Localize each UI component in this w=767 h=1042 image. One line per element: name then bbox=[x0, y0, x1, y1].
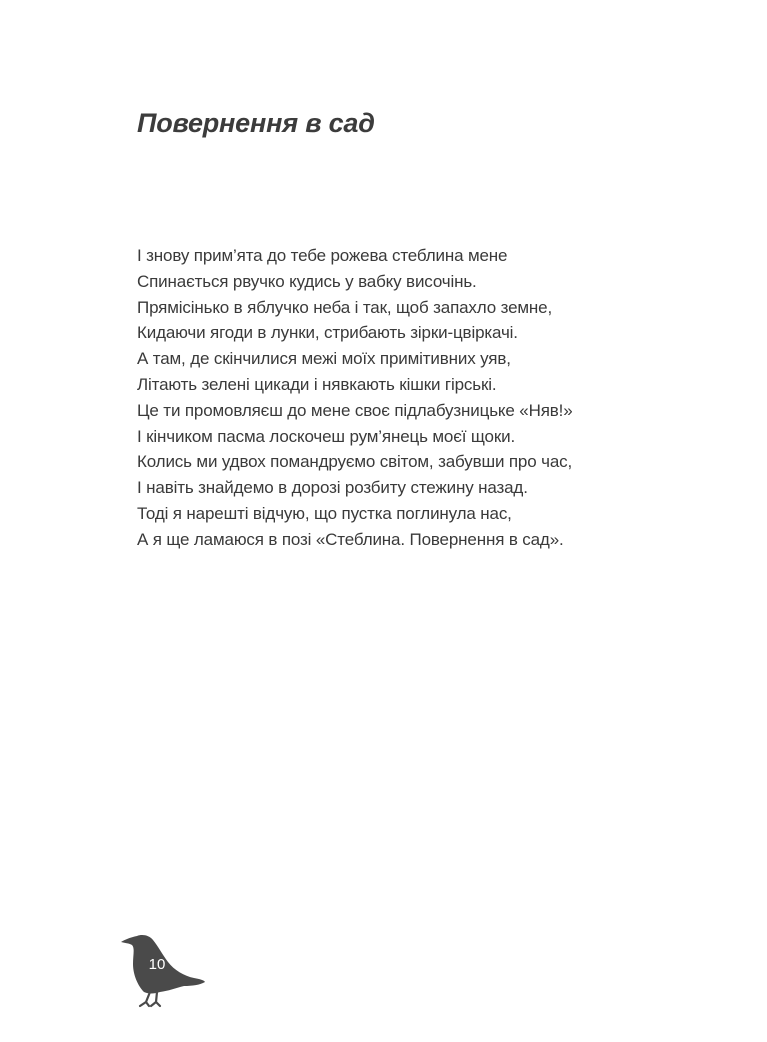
poem-line: А я ще ламаюся в позі «Стеблина. Повернення в сад». bbox=[137, 529, 564, 549]
poem-line: А там, де скінчилися межі моїх примітивних уяв, bbox=[137, 349, 511, 369]
poem-line: Літають зелені цикади і нявкають кішки гірські. bbox=[137, 374, 497, 394]
page-footer bbox=[118, 930, 208, 1010]
poem-line: Тоді я нарешті відчую, що пустка поглинула нас, bbox=[137, 503, 512, 523]
poem-body bbox=[137, 243, 737, 553]
poem-line: Прямісінько в яблучко неба і так, щоб запахло земне, bbox=[137, 297, 553, 317]
poem-line: Це ти промовляєш до мене своє підлабузницьке «Няв!» bbox=[137, 400, 573, 420]
poem-title: Повернення в сад bbox=[137, 108, 375, 138]
poem-line: Кидаючи ягоди в лунки, стрибають зірки-цвіркачі. bbox=[137, 323, 518, 343]
poem-line: Колись ми удвох помандруємо світом, забувши про час, bbox=[137, 452, 573, 472]
poem-line: Спинається рвучко кудись у вабку височінь. bbox=[137, 271, 477, 291]
page-number: 10 bbox=[148, 956, 166, 973]
poem-line: І знову прим’ята до тебе рожева стеблина мене bbox=[137, 246, 508, 265]
poem-line: І навіть знайдемо в дорозі розбиту стежину назад. bbox=[137, 478, 528, 498]
poem-line: І кінчиком пасма лоскочеш рум’янець моєї щоки. bbox=[137, 426, 516, 446]
